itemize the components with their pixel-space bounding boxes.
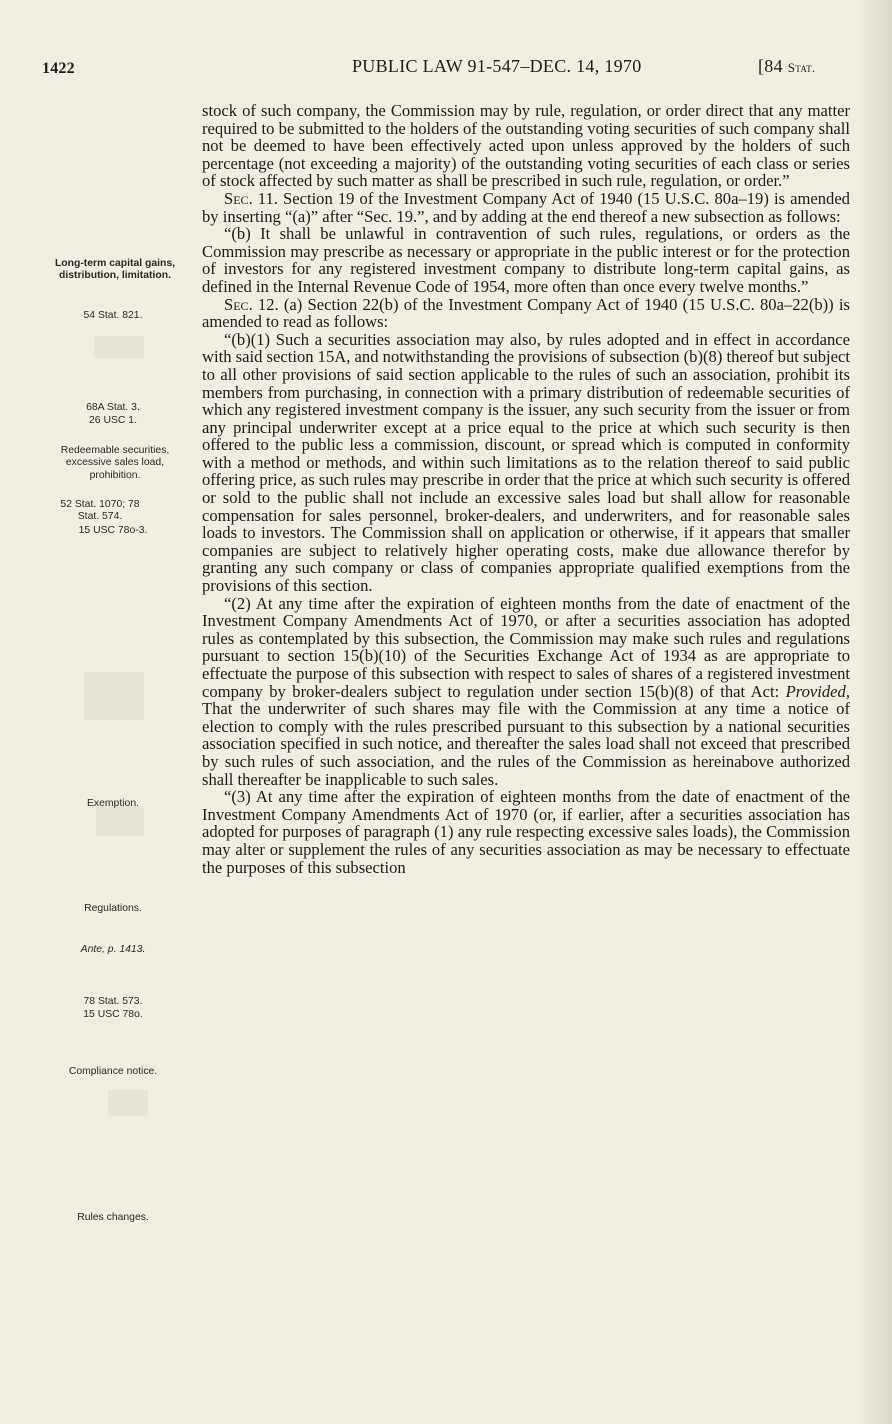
section-11 [202,190,850,225]
margin-note-68a-stat: 68A Stat. 3. [86,402,140,413]
margin-note-compliance: Compliance notice. [68,1066,158,1077]
margin-note-redeemable: Redeemable securities, excessive sales load, prohibition. [60,445,170,481]
margin-note-26-usc: 26 USC 1. [89,415,137,426]
margin-note-52-78-stat: 52 Stat. 1070; 78 Stat. 574. [60,499,140,523]
bleed-through-mark [84,672,144,720]
margin-note-rules-changes: Rules changes. [77,1212,149,1223]
subsection-b-2-text-b: That the underwriter of such shares may file with the Commission at any time a notice of election to comply with the rules prescribed pursuant to this subsection by a national securities association specified in such notice, and thereafter the sales load shall not exceed that prescribed by such rules of such association, and the rules of the Commission as hereinabove authorized shall thereafter be inapplicable to such sales. [202,699,850,789]
margin-note-15-usc-78o-3: 15 USC 78o-3. [78,525,148,536]
margin-note-ante [40,944,186,956]
ante-label: Ante, p. 1413. [80,944,146,955]
margin-note-78-stat-573: 78 Stat. 573. [83,996,143,1007]
subsection-b-2 [202,595,850,789]
page-title: PUBLIC LAW 91-547–DEC. 14, 1970 [352,56,642,76]
statute-label: Stat. [787,60,816,75]
margin-note-15-usc-78o: 15 USC 78o. [83,1009,143,1020]
page-number: 1422 [42,60,75,77]
section-12-label: Sec. 12. [224,294,279,314]
section-12 [202,296,850,331]
section-12-text: (a) Section 22(b) of the Investment Company Act of 1940 (15 U.S.C. 80a–22(b)) is amended to read as follows: [202,294,850,332]
statute-reference [758,56,815,77]
provided-keyword: Provided, [785,681,850,701]
section-11-label: Sec. 11. [224,188,278,208]
running-header [0,56,892,84]
margin-note-exemption: Exemption. [87,798,139,809]
section-11-text: Section 19 of the Investment Company Act of 1940 (15 U.S.C. 80a–19) is amended by inserting “(a)” after “Sec. 19.”, and by adding at the end thereof a new subsection as follows: [202,188,850,226]
subsection-b-1: “(b)(1) Such a securities association may also, by rules adopted and in effect in accordance with said section 15A, and notwithstanding the provisions of subsection (b)(8) thereof but subject to all other provisions of said section applicable to the rules of such an association, prohibit its members from purchasing, in connection with a primary distribution of redeemable securities of which any registered investment company is the issuer, any such security from the issuer or from any principal underwriter except at a price equal to the price at which such security is then offered to the public less a commission, discount, or spread which is computed in conformity with a method or methods, and within such limitations as to the relation thereof to said public offering price, as such rules may prescribe in order that the price at which such security is offered or sold to the public shall not include an excessive sales load but shall allow for reasonable compensation for sales personnel, broker-dealers, and underwriters, and for reasonable sales loads to investors. The Commission shall on application or otherwise, if it appears that smaller companies are subject to relatively higher operating costs, make due allowance therefor by granting any such company or class of companies appropriate qualified exemptions from the provisions of this section. [202,329,850,596]
subsection-b-3: “(3) At any time after the expiration of eighteen months from the date of enactment of the Investment Company Amendments Act of 1970 (or, if earlier, after a securities association has adopted for purposes of paragraph (1) any rule respecting excessive sales loads), the Commission may alter or supplement the rules of any securities association as may be necessary to effectuate the purposes of this subsection [202,787,850,877]
statute-text [202,102,850,876]
margin-note-long-term-gains: Long-term capital gains, distribution, limitation. [54,258,176,282]
statute-volume: [84 [758,56,783,76]
subsection-b-capital-gains: “(b) It shall be unlawful in contravention of such rules, regulations, or orders as the Commission may prescribe as necessary or appropriate in the public interest or for the protection of investors for any registered investment company to distribute long-term capital gains, as defined in the Internal Revenue Code of 1954, more often than once every twelve months.” [202,224,850,296]
paragraph-continuation: stock of such company, the Commission may by rule, regulation, or order direct that any matter required to be submitted to the holders of the outstanding voting securities of such company shall not be deemed to have been effectively acted upon unless approved by the holders of such percentage (not exceeding a majority) of the outstanding voting securities of each class or series of stock affected by such matter as shall be prescribed in such rule, regulation, or order.” [202,101,850,191]
margin-note-regulations: Regulations. [84,903,142,914]
subsection-b-2-text-a: “(2) At any time after the expiration of eighteen months from the date of enactment of the Investment Company Amendments Act of 1970, or after a securities association has adopted rules as contemplated by this subsection, the Commission may make such rules and regulations pursuant to section 15(b)(10) of the Securities Exchange Act of 1934 as are appropriate to effectuate the purpose of this subsection with respect to sales of shares of a registered investment company by broker-dealers subject to regulation under section 15(b)(8) of that Act: [202,593,850,701]
bleed-through-mark [96,806,144,836]
bleed-through-mark [108,1090,148,1116]
bleed-through-mark [94,336,144,358]
page-edge-shadow [858,0,892,1424]
margin-note-54-stat: 54 Stat. 821. [83,310,143,321]
